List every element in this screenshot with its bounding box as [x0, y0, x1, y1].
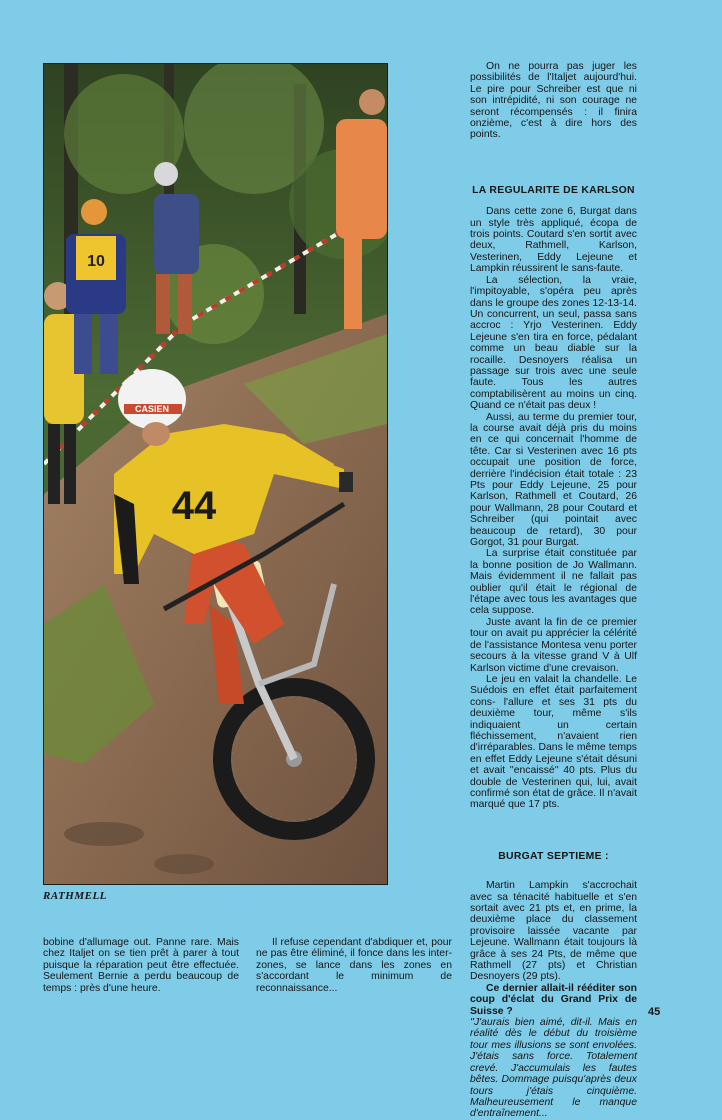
intro-paragraph: On ne pourra pas juger les possibilités de l'Italjet aujourd'hui. Le pire pour Schreiber est que ni son intrépidité, ni son courage ne seront récompensés : il finira onzième, c'est à dire hors des points. [470, 61, 637, 141]
right-column [470, 61, 637, 1120]
section-heading-karlson: LA REGULARITE DE KARLSON [472, 184, 635, 196]
bottom-column-2 [256, 937, 452, 994]
paragraph: Aussi, au terme du premier tour, la course avait déjà pris du moins en ce qui concernait l'homme de tête. Car si Vesterinen avec 16 pts occupait une position de force, derrière l'indécision était totale : 23 Pts pour Eddy Lejeune, 25 pour Karlson, Rathmell et Coutard, 26 pour Wallmann, 28 pour Coutard et Schreiber (qui pointait avec beaucoup de retard), 30 pour Gorgot, 31 pour Burgat. [470, 411, 637, 549]
helmet-sponsor-text: CASIEN [134, 404, 170, 414]
paragraph: La sélection, la vraie, l'impitoyable, s'opéra peu après dans le groupe des zones 12-13-14. Un concurrent, un seul, passa sans accroc : Yrjo Vesterinen. Eddy Lejeune s'en tira en force, pédalant comme un beau diable sur la rocaille. Desnoyers réalisa un passage sur trois avec une seule faute. Tous les autres comptabilisèrent au moins un cinq. Quand ce n'était pas deux ! [470, 274, 637, 412]
paragraph: bobine d'allumage out. Panne rare. Mais chez Italjet on se tien prêt à parer à tout puisque la réparation peut être effectuée. Seulement Bernie a perdu beaucoup de temps : près d'une heure. [43, 937, 239, 994]
paragraph: La surprise était constituée par la bonne position de Jo Wallmann. Mais évidemment il ne fallait pas oublier qu'il était le régional de l'étape avec tous les avantages que cela suppose. [470, 548, 637, 617]
lead-question: Ce dernier allait-il rééditer son coup d'éclat du Grand Prix de Suisse ? [470, 982, 637, 1017]
section-heading-burgat: BURGAT SEPTIEME : [498, 850, 609, 862]
rider-bib-number: 44 [171, 484, 217, 528]
spectator-bib-number: 10 [87, 253, 105, 270]
paragraph: Martin Lampkin s'accrochait avec sa ténacité habituelle et s'en sortait avec 21 pts et, en prime, la deuxième place du classement provisoire laissée vacante par Lejeune. Wallmann était toujours là grâce à ses 24 Pts, de même que Rathmell (27 pts) et Christian Desnoyers (29 pts). [470, 880, 637, 983]
paragraph: Le jeu en valait la chandelle. Le Suédois en effet était parfaitement cons- l'allure et ses 31 pts du deuxième tour, même s'ils indiquaient un certain fléchissement, n'avaient rien d'irréparables. Dans le même temps en effet Eddy Lejeune s'était désuni et avait ''encaissé'' 40 pts. Plus du double de Vesterinen qui, lui, avait confirmé son état de grâce. Il n'avait marqué que 17 pts. [470, 673, 637, 811]
page-number: 45 [648, 1006, 661, 1018]
trials-rider-illustration [44, 64, 387, 884]
paragraph: Il refuse cependant d'abdiquer et, pour ne pas être éliminé, il fonce dans les inter-zones, se lance dans les zones en s'accordant le minimum de reconnaissance... [256, 937, 452, 994]
photo-caption: RATHMELL [43, 890, 107, 902]
paragraph: Juste avant la fin de ce premier tour on avait pu apprécier la célérité de l'assistance Montesa venu porter secours à la vitesse grand V à Ulf Karlson victime d'une crevaison. [470, 616, 637, 674]
rider-photo [43, 63, 388, 885]
quote-paragraph: ''J'aurais bien aimé, dit-il. Mais en réalité dès le début du troisième tour mes illusions se sont envolées. J'étais sans force. Totalement crevé. J'accumulais les fautes bêtes. Dommage puisqu'après deux tours j'étais cinquième. Malheureusement le manque d'entraînement... [470, 1017, 637, 1120]
bottom-column-1 [43, 937, 239, 994]
paragraph: Dans cette zone 6, Burgat dans un style très appliqué, écopa de trois points. Coutard s'en sortit avec deux, Rathmell, Karlson, Vesterinen, Eddy Lejeune et Lampkin réussirent le sans-faute. [470, 206, 637, 275]
